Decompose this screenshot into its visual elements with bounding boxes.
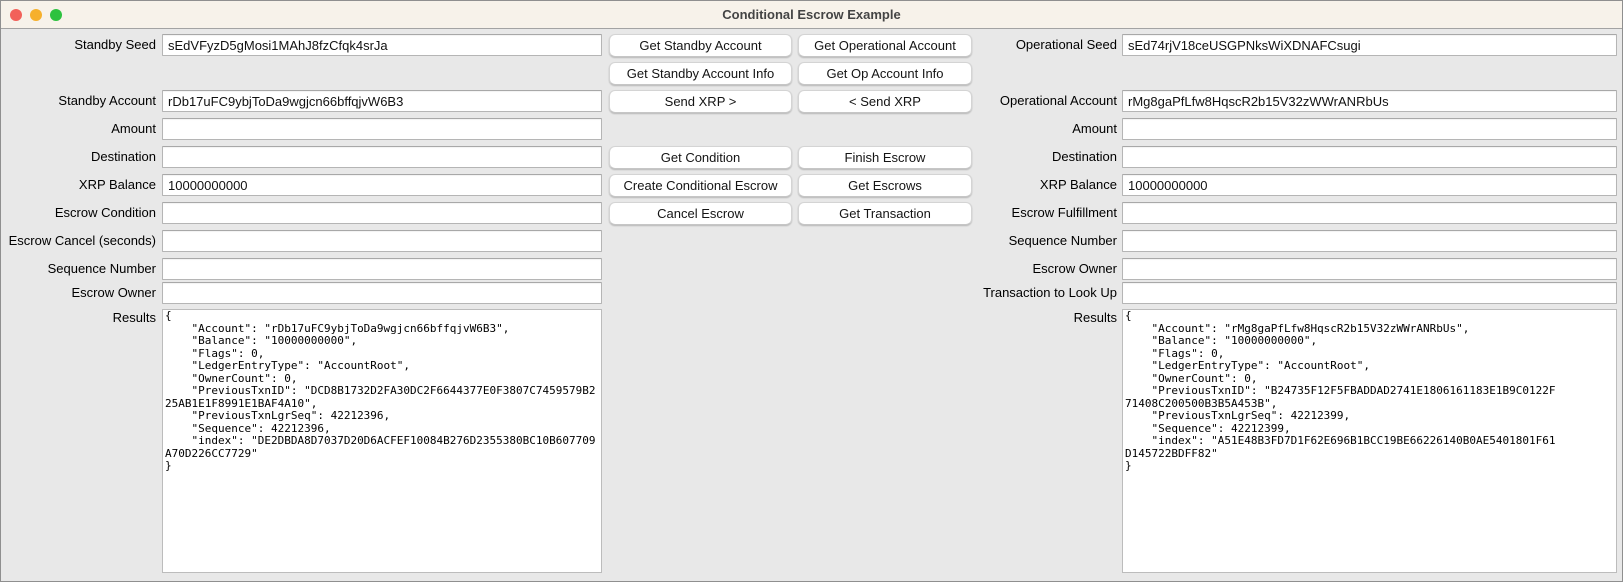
- escrow-condition-label: Escrow Condition: [54, 205, 156, 220]
- send-xrp-right-button[interactable]: Send XRP >: [609, 90, 792, 113]
- send-xrp-left-button[interactable]: < Send XRP: [798, 90, 972, 113]
- standby-seed-input[interactable]: [162, 34, 602, 56]
- escrow-fulfillment-label: Escrow Fulfillment: [1011, 205, 1117, 220]
- standby-amount-label: Amount: [111, 121, 156, 136]
- operational-xrp-balance-input[interactable]: [1122, 174, 1617, 196]
- form-area: [1, 29, 1622, 581]
- operational-account-input[interactable]: [1122, 90, 1617, 112]
- escrow-cancel-label: Escrow Cancel (seconds): [8, 233, 156, 248]
- operational-seed-label: Operational Seed: [1015, 37, 1117, 52]
- standby-sequence-number-label: Sequence Number: [47, 261, 156, 276]
- standby-xrp-balance-label: XRP Balance: [78, 177, 156, 192]
- get-escrows-button[interactable]: Get Escrows: [798, 174, 972, 197]
- standby-xrp-balance-input[interactable]: [162, 174, 602, 196]
- standby-sequence-number-input[interactable]: [162, 258, 602, 280]
- operational-sequence-number-input[interactable]: [1122, 230, 1617, 252]
- operational-results-textarea[interactable]: [1122, 309, 1617, 573]
- standby-account-input[interactable]: [162, 90, 602, 112]
- get-standby-account-info-button[interactable]: Get Standby Account Info: [609, 62, 792, 85]
- get-operational-account-button[interactable]: Get Operational Account: [798, 34, 972, 57]
- standby-results-textarea[interactable]: [162, 309, 602, 573]
- operational-escrow-owner-label: Escrow Owner: [1032, 261, 1117, 276]
- escrow-fulfillment-input[interactable]: [1122, 202, 1617, 224]
- standby-destination-input[interactable]: [162, 146, 602, 168]
- create-conditional-escrow-button[interactable]: Create Conditional Escrow: [609, 174, 792, 197]
- get-condition-button[interactable]: Get Condition: [609, 146, 792, 169]
- standby-amount-input[interactable]: [162, 118, 602, 140]
- standby-results-label: Results: [112, 310, 156, 325]
- operational-amount-label: Amount: [1072, 121, 1117, 136]
- transaction-to-look-up-input[interactable]: [1122, 282, 1617, 304]
- window-title: Conditional Escrow Example: [722, 7, 901, 22]
- operational-results-label: Results: [1073, 310, 1117, 325]
- transaction-to-look-up-label: Transaction to Look Up: [983, 285, 1117, 300]
- operational-xrp-balance-label: XRP Balance: [1039, 177, 1117, 192]
- get-op-account-info-button[interactable]: Get Op Account Info: [798, 62, 972, 85]
- standby-escrow-owner-label: Escrow Owner: [71, 285, 156, 300]
- escrow-condition-input[interactable]: [162, 202, 602, 224]
- operational-amount-input[interactable]: [1122, 118, 1617, 140]
- operational-escrow-owner-input[interactable]: [1122, 258, 1617, 280]
- operational-destination-input[interactable]: [1122, 146, 1617, 168]
- operational-sequence-number-label: Sequence Number: [1008, 233, 1117, 248]
- titlebar: [1, 1, 1622, 29]
- get-transaction-button[interactable]: Get Transaction: [798, 202, 972, 225]
- standby-seed-label: Standby Seed: [74, 37, 156, 52]
- cancel-escrow-button[interactable]: Cancel Escrow: [609, 202, 792, 225]
- standby-account-label: Standby Account: [58, 93, 156, 108]
- standby-destination-label: Destination: [90, 149, 156, 164]
- standby-escrow-owner-input[interactable]: [162, 282, 602, 304]
- escrow-cancel-input[interactable]: [162, 230, 602, 252]
- operational-seed-input[interactable]: [1122, 34, 1617, 56]
- operational-account-label: Operational Account: [999, 93, 1117, 108]
- operational-destination-label: Destination: [1051, 149, 1117, 164]
- get-standby-account-button[interactable]: Get Standby Account: [609, 34, 792, 57]
- finish-escrow-button[interactable]: Finish Escrow: [798, 146, 972, 169]
